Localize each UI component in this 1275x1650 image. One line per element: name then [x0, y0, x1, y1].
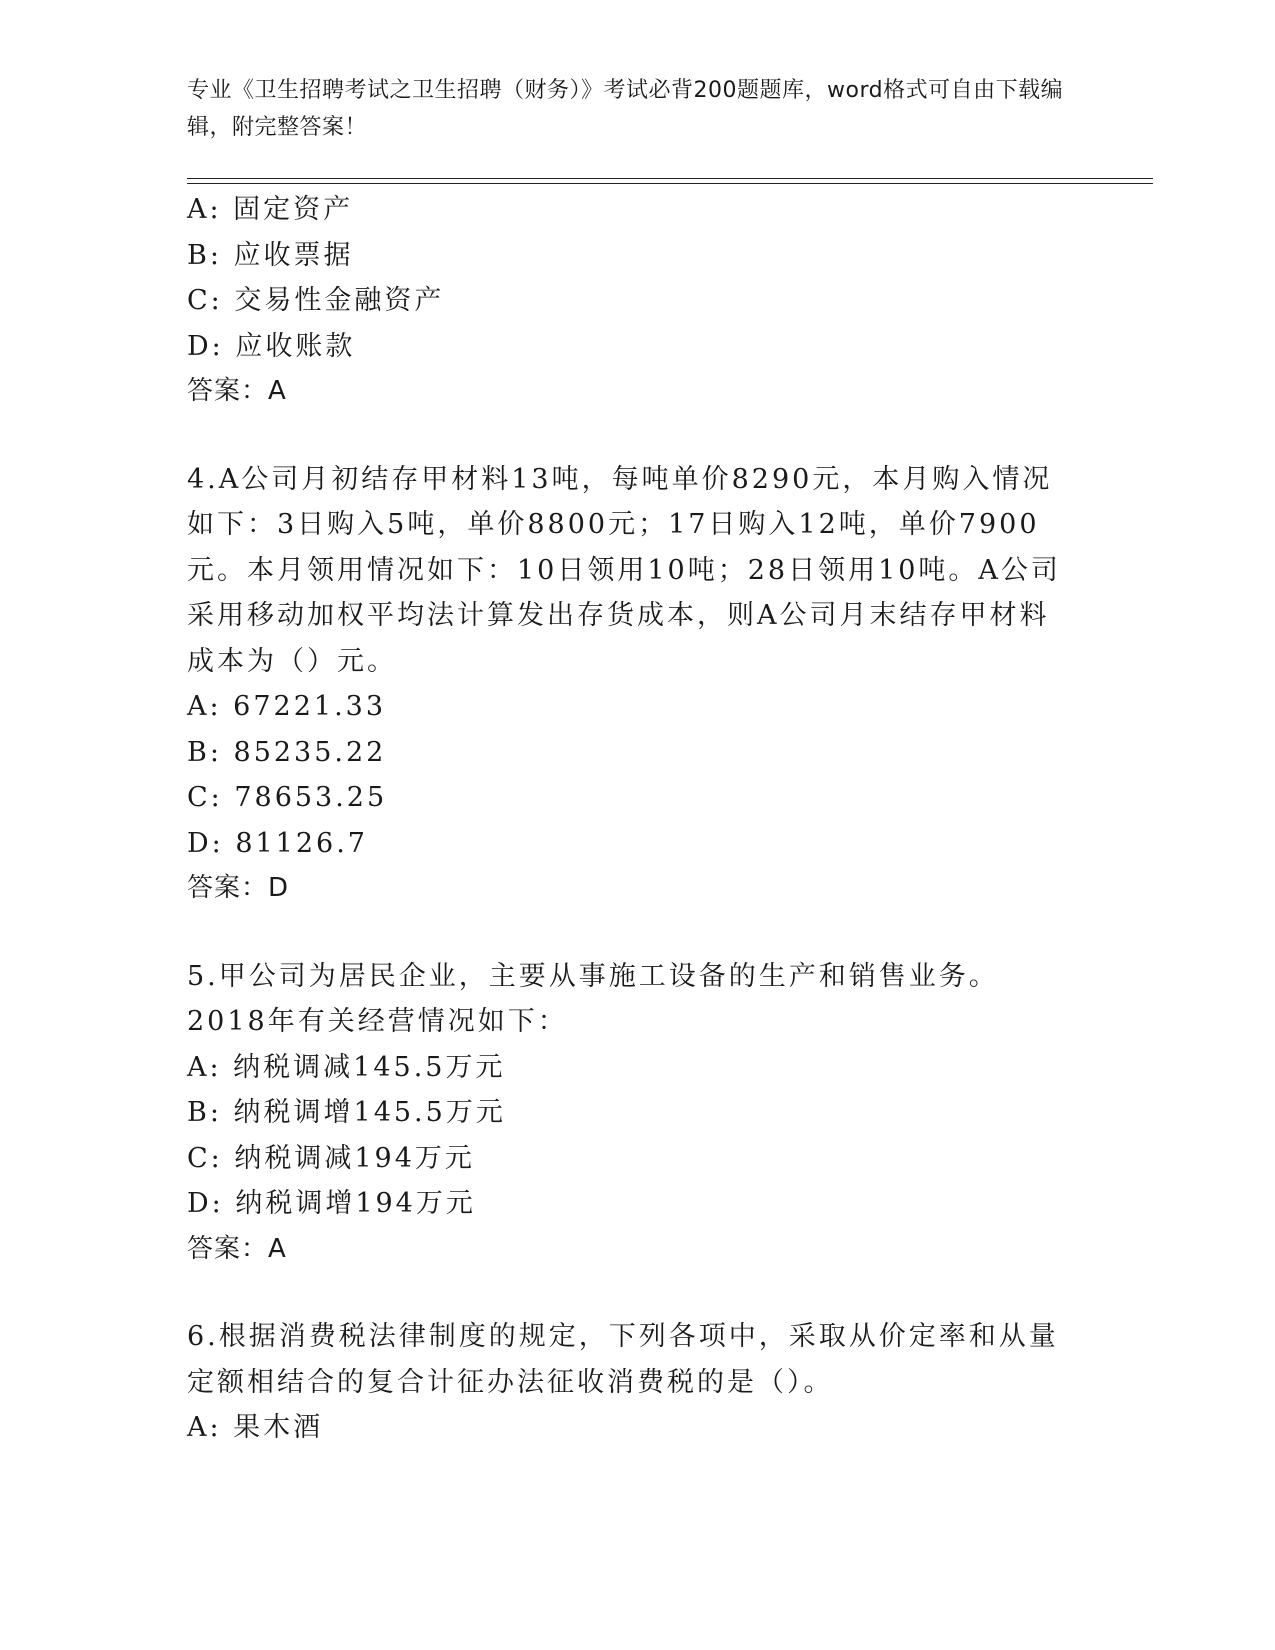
header-divider-top [187, 178, 1153, 179]
option-c: C: 纳税调减194万元 [187, 1142, 475, 1174]
answer-label: 答案：D [187, 873, 290, 903]
option-c: C: 交易性金融资产 [187, 285, 445, 316]
question-block [187, 457, 1077, 912]
option-d: D: 81126.7 [187, 827, 368, 859]
option-a: A: 固定资产 [187, 194, 354, 225]
answer-label: 答案：A [187, 1233, 287, 1264]
question-text: 5.甲公司为居民企业，主要从事施工设备的生产和销售业务。2018年有关经营情况如下： [187, 960, 999, 1037]
question-block [187, 187, 1077, 415]
option-d: D: 纳税调增194万元 [187, 1188, 476, 1219]
option-a: A: 67221.33 [187, 691, 387, 722]
question-block [187, 1314, 1077, 1451]
header-divider-bottom [187, 183, 1153, 184]
question-block [187, 954, 1077, 1273]
option-b: B: 85235.22 [187, 736, 387, 768]
option-b: B: 纳税调增145.5万元 [187, 1097, 506, 1128]
question-text: 4.A公司月初结存甲材料13吨，每吨单价8290元，本月购入情况如下：3日购入5吨，单价8800元；17日购入12吨，单价7900元。本月领用情况如下：10日领用10吨；28日领用10吨。A公司采用移动加权平均法计算发出存货成本，则A公司月末结存甲材料成本为（）元。 [187, 463, 1061, 677]
option-a: A: 纳税调减145.5万元 [187, 1051, 506, 1083]
answer-label: 答案：A [187, 376, 287, 406]
question-text: 6.根据消费税法律制度的规定，下列各项中，采取从价定率和从量定额相结合的复合计征办法征收消费税的是（）。 [187, 1321, 1059, 1398]
document-header: 专业《卫生招聘考试之卫生招聘（财务）》考试必背200题题库，word格式可自由下载编辑，附完整答案！ [187, 78, 1064, 140]
option-b: B: 应收票据 [187, 239, 354, 271]
option-d: D: 应收账款 [187, 330, 356, 362]
option-a: A: 果木酒 [187, 1412, 324, 1443]
question-list [187, 187, 1077, 1451]
option-c: C: 78653.25 [187, 782, 388, 813]
